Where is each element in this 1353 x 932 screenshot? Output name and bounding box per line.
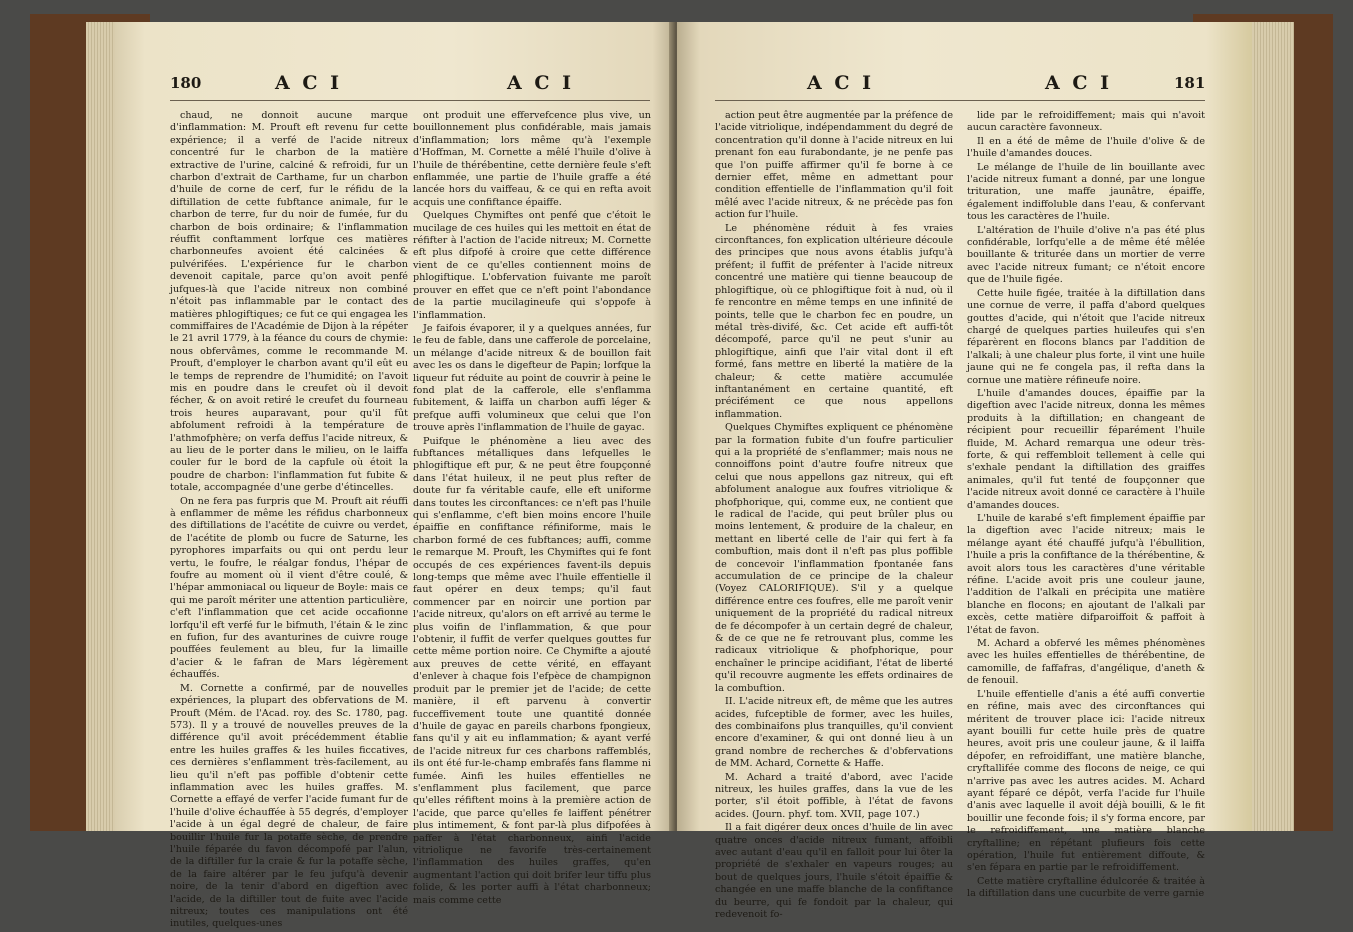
page-edges-right <box>1246 22 1294 831</box>
text-column <box>715 110 953 922</box>
paragraph: Le mélange de l'huile de lin bouillante avec l'acide nitreux fumant a donné, par une longue trituration, une maffe jaunâtre, épaiffe, également indiffoluble dans l'eau, & confervant tous les caractères de l'huile. <box>967 161 1205 223</box>
paragraph: Il a fait digérer deux onces d'huile de lin avec quatre onces d'acide nitreux fumant, affoibli avec autant d'eau qu'il en falloit pour lui ôter la propriété de s'exhaler en vapeurs rouges; au bout de quelques jours, l'huile s'étoit épaiffie & changée en une maffe blanche de la confiftance du beurre, qui fe fondoit par la chaleur, qui redevenoit fo- <box>715 822 953 920</box>
paragraph: action peut être augmentée par la préfence de l'acide vitriolique, indépendamment du degré de concentration qu'il donne à l'acide nitreux en lui prenant fon eau furabondante, je ne penfe pas que l'on puiffe affirmer qu'il fe borne à ce dernier effet, même en admettant pour condition effentielle de l'inflammation qu'il foit mêlé avec l'acide nitreux, & ne précède pas fon action fur l'huile. <box>715 110 953 221</box>
page-number: 181 <box>1174 74 1206 92</box>
paragraph: M. Achard a obfervé les mêmes phénomènes avec les huiles effentielles de thérébentine, de camomille, de faffafras, d'angélique, d'aneth & de fenouil. <box>967 638 1205 687</box>
paragraph: Le phénomène réduit à fes vraies circonftances, fon explication ultérieure découle des principes que nous avons établis jufqu'à préfent; il fuffit de préfenter à l'acide nitreux concentré une matière qui tienne beaucoup de phlogiftique, où ce phlogiftique foit à nud, où il fe rencontre en même temps en une infinité de points, telle que le charbon fec en poudre, un métal très-divifé, &c. Cet acide eft auffi-tôt décompofé, parce qu'il ne peut s'unir au phlogiftique, ainfi que l'air vital dont il eft formé, fans mettre en liberté la matière de la chaleur; & cette matière accumulée inftantanément en certaine quantité, eft précifément ce que nous appellons inflammation. <box>715 222 953 420</box>
paragraph: II. L'acide nitreux eft, de même que les autres acides, fufceptible de former, avec les huiles, des combinaifons plus tranquilles, qu'il convient encore d'examiner, & qui ont donné lieu à un grand nombre de recherches & d'obfervations de MM. Achard, Cornette & Haffe. <box>715 696 953 770</box>
paragraph: L'altération de l'huile d'olive n'a pas été plus confidérable, lorfqu'elle a de même été mêlée bouillante & triturée dans un mortier de verre avec l'acide nitreux fumant; ce n'étoit encore que de l'huile figée. <box>967 224 1205 286</box>
paragraph: ont produit une effervefcence plus vive, un bouillonnement plus confidérable, mais jamais d'inflammation; lors même qu'à l'exemple d'Hoffman, M. Cornette a mêlé l'huile d'olive à l'huile de thérébentine, cette dernière feule s'eft enflammée, une partie de l'huile graffe a été lancée hors du vaiffeau, & ce qui en refta avoit acquis une confiftance épaiffe. <box>413 110 651 208</box>
text-column <box>967 110 1205 902</box>
paragraph: Quelques Chymiftes ont penfé que c'étoit le mucilage de ces huiles qui les mettoit en état de réfifter à l'action de l'acide nitreux; M. Cornette eft plus difpofé à croire que cette différence vient de ce qu'elles contiennent moins de phlogiftique. L'obfervation fuivante me paroît prouver en effet que ce n'eft point l'abondance de la partie mucilagineufe qui s'oppofe à l'inflammation. <box>413 210 651 321</box>
running-header: A C I <box>807 72 874 94</box>
text-column <box>413 110 651 908</box>
paragraph: L'huile effentielle d'anis a été auffi convertie en réfine, mais avec des circonftances qui méritent de trouver place ici: l'acide nitreux ayant bouilli fur cette huile près de quatre heures, avoit pris une couleur jaune, & il laiffa dépofer, en refroidiffant, une matière blanche, cryftallifée comme des flocons de neige, ce qui n'arrive pas avec les autres acides. M. Achard ayant féparé ce dépôt, verfa l'acide fur l'huile d'anis avec laquelle il avoit déjà bouilli, & le fit bouillir une feconde fois; il s'y forma encore, par le refroidiffement, une matière blanche cryftalline; en répétant plufieurs fois cette opération, l'huile fut entièrement diffoute, & s'en fépara en partie par le refroidiffement. <box>967 688 1205 874</box>
right-page <box>677 22 1252 920</box>
paragraph: L'huile de karabé s'eft fimplement épaiffie par la digeftion avec l'acide nitreux; mais le mélange ayant été chauffé jufqu'à l'ébullition, l'huile a pris la confiftance de la thérébentine, & avoit alors tous les caractères d'une véritable réfine. L'acide avoit pris une couleur jaune, l'addition de l'alkali en précipita une matière blanche en flocons; en ajoutant de l'alkali par excès, cette matière difparoiffoit & paffoit à l'état de favon. <box>967 513 1205 636</box>
paragraph: On ne fera pas furpris que M. Prouft ait réuffi à enflammer de même les réfidus charbonneux des diftillations de l'acétite de cuivre ou verdet, de l'acétite de plomb ou fucre de Saturne, les pyrophores imparfaits ou qui ont perdu leur vertu, le foufre, le réalgar fondus, l'hépar de foufre au moment où il vient d'être coulé, & l'hépar ammoniacal ou liqueur de Boyle: mais ce qui me paroît mériter une attention particulière, c'eft l'inflammation que cet acide occafionne lorfqu'il eft verfé fur le bifmuth, l'étain & le zinc en fufion, fur des avanturines de cuivre rouge pouffées feulement au bleu, fur la limaille d'acier & le fafran de Mars légèrement échauffés. <box>170 495 408 681</box>
page-number: 180 <box>170 74 202 92</box>
paragraph: lide par le refroidiffement; mais qui n'avoit aucun caractère favonneux. <box>967 110 1205 134</box>
text-column <box>170 110 408 932</box>
header-rule <box>170 100 650 101</box>
paragraph: Cette matière cryftalline édulcorée & traitée à la diftillation dans une cucurbite de verre garnie <box>967 875 1205 900</box>
running-header: A C I <box>507 72 574 94</box>
paragraph: L'huile d'amandes douces, épaiffie par la digeftion avec l'acide nitreux, donna les mêmes produits à la diftillation; en changeant de récipient pour recueillir féparément l'huile fluide, M. Achard remarqua une odeur très-forte, & qui reffembloit tellement à celle qui s'exhale pendant la diftillation des graiffes animales, qu'il fut tenté de foupçonner que l'acide nitreux avoit donné ce caractère à l'huile d'amandes douces. <box>967 387 1205 511</box>
paragraph: Je faifois évaporer, il y a quelques années, fur le feu de fable, dans une cafferole de porcelaine, un mélange d'acide nitreux & de bouillon fait avec les os dans le digefteur de Papin; lorfque la liqueur fut réduite au point de couvrir à peine le fond plat de la cafferole, elle s'enflamma fubitement, & laiffa un charbon auffi léger & prefque auffi volumineux que celui que l'on trouve après l'inflammation de l'huile de gayac. <box>413 322 651 434</box>
running-header: A C I <box>275 72 342 94</box>
paragraph: Puifque le phénomène a lieu avec des fubftances métalliques dans lefquelles le phlogiftique eft pur, & ne peut être foupçonné dans l'état huileux, il ne peut plus refter de doute fur fa véritable caufe, elle eft uniforme dans toutes les circonftances: ce n'eft pas l'huile qui s'enflamme, c'eft bien moins encore l'huile épaiffie en confiftance réfiniforme, mais le charbon formé de ces fubftances; auffi, comme le remarque M. Prouft, les Chymiftes qui fe font occupés de ces expériences favent-ils depuis long-temps que même avec l'huile effentielle il faut opérer en deux temps; qu'il faut commencer par en noircir une portion par l'acide nitreux, qu'alors on eft arrivé au terme le plus voifin de l'inflammation, & que pour l'obtenir, il fuffit de verfer quelques gouttes fur cette même portion noire. Ce Chymifte a ajouté aux preuves de cette vérité, en effayant d'enlever à chaque fois l'efpèce de champignon produit par le premier jet de l'acide; de cette manière, il eft parvenu à convertir fucceffivement toute une quantité donnée d'huile de gayac en pareils charbons fpongieux, fans qu'il y ait eu inflammation; & ayant verfé de l'acide nitreux fur ces charbons raffemblés, ils ont été fur-le-champ embrafés fans flamme ni fumée. Ainfi les huiles effentielles ne s'enflamment plus facilement, que parce qu'elles réfiftent moins à la première action de l'acide, que parce qu'elles fe laiffent pénétrer plus intimement, & font par-là plus difpofées à paffer à l'état charbonneux, ainfi l'acide vitriolique ne favorife très-certainement l'inflammation des huiles graffes, qu'en augmentant l'action qui doit brifer leur tiffu plus folide, & les porter auffi à l'état charbonneux; mais comme cette <box>413 435 651 906</box>
paragraph: Quelques Chymiftes expliquent ce phénomène par la formation fubite d'un foufre particulier qui a la propriété de s'enflammer; mais nous ne connoiffons point d'autre foufre nitreux que celui que nous appellons gaz nitreux, qui eft abfolument analogue aux foufres vitriolique & phofphorique, qui, comme eux, ne contient que le radical de l'acide, qui peut brûler plus ou moins lentement, & produire de la chaleur, en mettant en liberté celle de l'air qui fert à fa combuftion, mais dont il n'eft pas plus poffible de concevoir l'inflammation fpontanée fans accumulation de ce principe de la chaleur (Voyez CALORIFIQUE). S'il y a quelque différence entre ces foufres, elle me paroît venir uniquement de la propriété du radical nitreux de fe décompofer à un certain degré de chaleur, & de ce que ne fe retrouvant plus, comme les radicaux vitriolique & phofphorique, pour enchaîner le principe acidifiant, l'état de liberté qu'il recouvre augmente les effets ordinaires de la combuftion. <box>715 422 953 694</box>
paragraph: M. Cornette a confirmé, par de nouvelles expériences, la plupart des obfervations de M. Prouft (Mém. de l'Acad. roy. des Sc. 1780, pag. 573). Il y a trouvé de nouvelles preuves de la différence qu'il avoit précédemment établie entre les huiles graffes & les huiles ficcatives, ces dernières s'enflamment très-facilement, au lieu qu'il n'eft pas poffible d'obtenir cette inflammation avec les huiles graffes. M. Cornette a effayé de verfer l'acide fumant fur de l'huile d'olive échauffée à 55 degrés, d'employer l'acide à un égal degré de chaleur, de faire bouillir l'huile fur la potaffe sèche, de prendre l'huile féparée du favon décompofé par l'alun, de la diftiller fur la craie & fur la potaffe sèche, de la faire altérer par le feu jufqu'à devenir noire, de la tenir d'abord en digeftion avec l'acide, de la diftiller tout de fuite avec l'acide nitreux; toutes ces manipulations ont été inutiles, quelques-unes <box>170 682 408 930</box>
paragraph: M. Achard a traité d'abord, avec l'acide nitreux, les huiles graffes, dans la vue de les porter, s'il étoit poffible, à l'état de favons acides. (Journ. phyf. tom. XVII, page 107.) <box>715 771 953 820</box>
paragraph: Cette huile figée, traitée à la diftillation dans une cornue de verre, il paffa d'abord quelques gouttes d'acide, qui n'étoit que l'acide nitreux chargé de quelques parties huileufes qui s'en féparèrent en flocons blancs par l'addition de l'alkali; à une chaleur plus forte, il vint une huile jaune qui ne fe congela pas, il refta dans la cornue une matière réfineufe noire. <box>967 287 1205 386</box>
paragraph: Il en a été de même de l'huile d'olive & de l'huile d'amandes douces. <box>967 135 1205 160</box>
header-rule <box>715 100 1205 101</box>
paragraph: chaud, ne donnoit aucune marque d'inflammation: M. Prouft eft revenu fur cette expérience; il a verfé de l'acide nitreux concentré fur le charbon de la matière extractive de l'urine, calciné & refroidi, fur un charbon d'extrait de Carthame, fur un charbon d'huile de corne de cerf, fur le réfidu de la diftillation de cette fubftance animale, fur le charbon de terre, fur du noir de fumée, fur du charbon de bois ordinaire; & l'inflammation réuffit conftamment lorfque ces matières charbonneufes avoient été calcinées & pulvérifées. L'expérience fur le charbon devenoit capitale, parce qu'on avoit penfé jufques-là que l'acide nitreux non combiné n'étoit pas inflammable par le contact des matières phlogiftiques; ce fut ce qui engagea les commiffaires de l'Académie de Dijon à la répéter le 21 avril 1779, à la féance du cours de chymie: nous obfervâmes, comme le recommande M. Prouft, d'employer le charbon avant qu'il eût eu le temps de reprendre de l'humidité; on l'avoit mis en poudre dans le creufet où il devoit fécher, & on avoit retiré le creufet du fourneau trois heures auparavant, pour qu'il fût abfolument refroidi à la température de l'athmofphère; on verfa deffus l'acide nitreux, & au lieu de le porter dans le milieu, on le laiffa couler fur le bord de la capfule où étoit la poudre de charbon: l'inflammation fut fubite & totale, accompagnée d'une gerbe d'étincelles. <box>170 110 408 494</box>
left-page <box>115 22 675 930</box>
running-header: A C I <box>1045 72 1112 94</box>
